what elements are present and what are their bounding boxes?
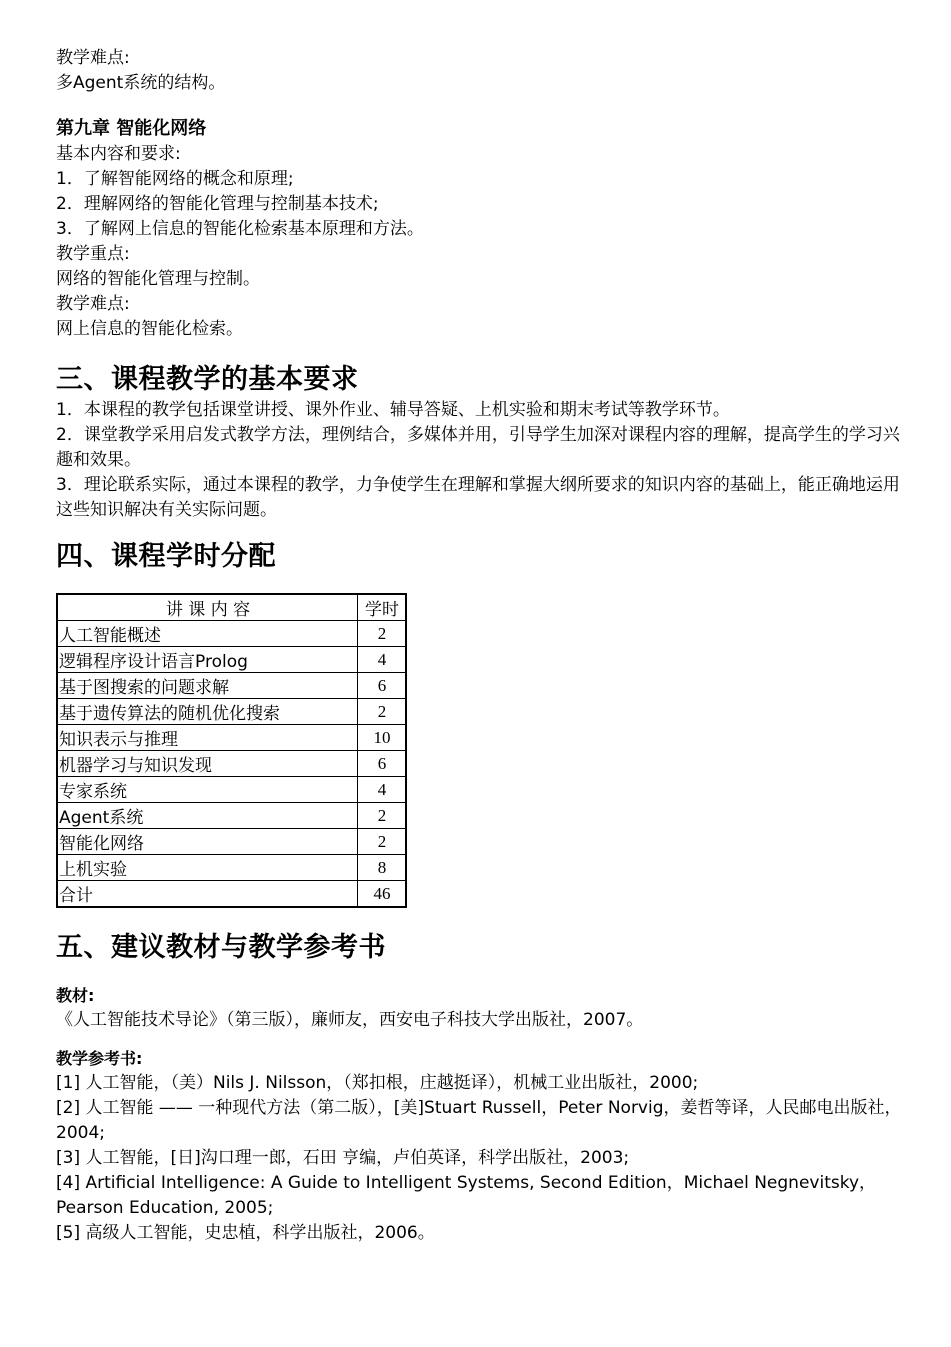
section-4-title: 四、课程学时分配 (56, 541, 276, 572)
textbook-entry: 《人工智能技术导论》（第三版），廉师友，西安电子科技大学出版社，2007。 (56, 1010, 644, 1030)
ch9-difficulty-text: 网上信息的智能化检索。 (56, 319, 243, 339)
sec3-item-2: 2．课堂教学采用启发式教学方法，理例结合，多媒体并用，引导学生加深对课程内容的理解，提高学生的学习兴趣和效果。 (56, 425, 900, 470)
header-content: 讲 课 内 容 (57, 594, 358, 621)
row-content: 基于遗传算法的随机优化搜索 (57, 699, 358, 725)
row-hours: 2 (358, 803, 407, 829)
row-content: 专家系统 (57, 777, 358, 803)
row-hours: 4 (358, 777, 407, 803)
ch9-requirements-label: 基本内容和要求: (56, 144, 181, 164)
row-hours: 8 (358, 855, 407, 881)
sec3-item-1: 1．本课程的教学包括课堂讲授、课外作业、辅导答疑、上机实验和期末考试等教学环节。 (56, 400, 730, 420)
header-hours: 学时 (358, 594, 407, 621)
reference-item: [3] 人工智能，[日]沟口理一郎，石田 亨编，卢伯英译，科学出版社，2003; (56, 1148, 630, 1168)
row-hours: 6 (358, 751, 407, 777)
row-content: 逻辑程序设计语言Prolog (57, 647, 358, 673)
table-row (57, 803, 406, 829)
row-hours: 6 (358, 673, 407, 699)
document-page (56, 46, 906, 1246)
row-hours: 10 (358, 725, 407, 751)
section-3-title: 三、课程教学的基本要求 (56, 364, 359, 395)
row-hours: 2 (358, 621, 407, 647)
table-header-row (57, 594, 406, 621)
table-row (57, 621, 406, 647)
reference-item: [4] Artificial Intelligence: A Guide to Intelligent Systems, Second Edition，Michael Negnevitsky，Pearson Education, 2005; (56, 1173, 877, 1218)
ch9-difficulty-label: 教学难点: (56, 294, 130, 314)
row-hours: 46 (358, 881, 407, 908)
chapter-9-title: 第九章 智能化网络 (56, 118, 207, 139)
ch9-focus-label: 教学重点: (56, 244, 130, 264)
table-row (57, 829, 406, 855)
ch9-requirement-1: 1．了解智能网络的概念和原理; (56, 169, 294, 189)
reference-item: [2] 人工智能 —— 一种现代方法（第二版），[美]Stuart Russell，Peter Norvig，姜哲等译，人民邮电出版社，2004; (56, 1098, 902, 1143)
ch9-requirement-2: 2．理解网络的智能化管理与控制基本技术; (56, 194, 379, 214)
table-row (57, 777, 406, 803)
section-5-title: 五、建议教材与教学参考书 (56, 932, 386, 963)
row-content: 上机实验 (57, 855, 358, 881)
table-row (57, 673, 406, 699)
references-label: 教学参考书: (56, 1049, 143, 1068)
sec3-item-3: 3．理论联系实际，通过本课程的教学，力争使学生在理解和掌握大纲所要求的知识内容的基础上，能正确地运用这些知识解决有关实际问题。 (56, 475, 900, 520)
row-content: 智能化网络 (57, 829, 358, 855)
table-row (57, 751, 406, 777)
row-hours: 2 (358, 699, 407, 725)
row-content: 合计 (57, 881, 358, 908)
table-row-total (57, 881, 406, 908)
hours-table (56, 593, 407, 908)
row-content: Agent系统 (57, 803, 358, 829)
reference-item: [1] 人工智能，（美）Nils J. Nilsson，（郑扣根，庄越挺译），机械工业出版社，2000; (56, 1073, 699, 1093)
reference-item: [5] 高级人工智能，史忠植，科学出版社，2006。 (56, 1223, 435, 1243)
row-content: 机器学习与知识发现 (57, 751, 358, 777)
row-content: 知识表示与推理 (57, 725, 358, 751)
ch8-difficulty-text: 多Agent系统的结构。 (56, 73, 226, 93)
row-content: 人工智能概述 (57, 621, 358, 647)
row-hours: 2 (358, 829, 407, 855)
table-row (57, 725, 406, 751)
row-content: 基于图搜索的问题求解 (57, 673, 358, 699)
table-row (57, 699, 406, 725)
textbook-label: 教材: (56, 986, 95, 1005)
row-hours: 4 (358, 647, 407, 673)
ch9-focus-text: 网络的智能化管理与控制。 (56, 269, 260, 289)
ch8-difficulty-label: 教学难点: (56, 48, 130, 68)
ch9-requirement-3: 3．了解网上信息的智能化检索基本原理和方法。 (56, 219, 424, 239)
table-row (57, 647, 406, 673)
table-row (57, 855, 406, 881)
